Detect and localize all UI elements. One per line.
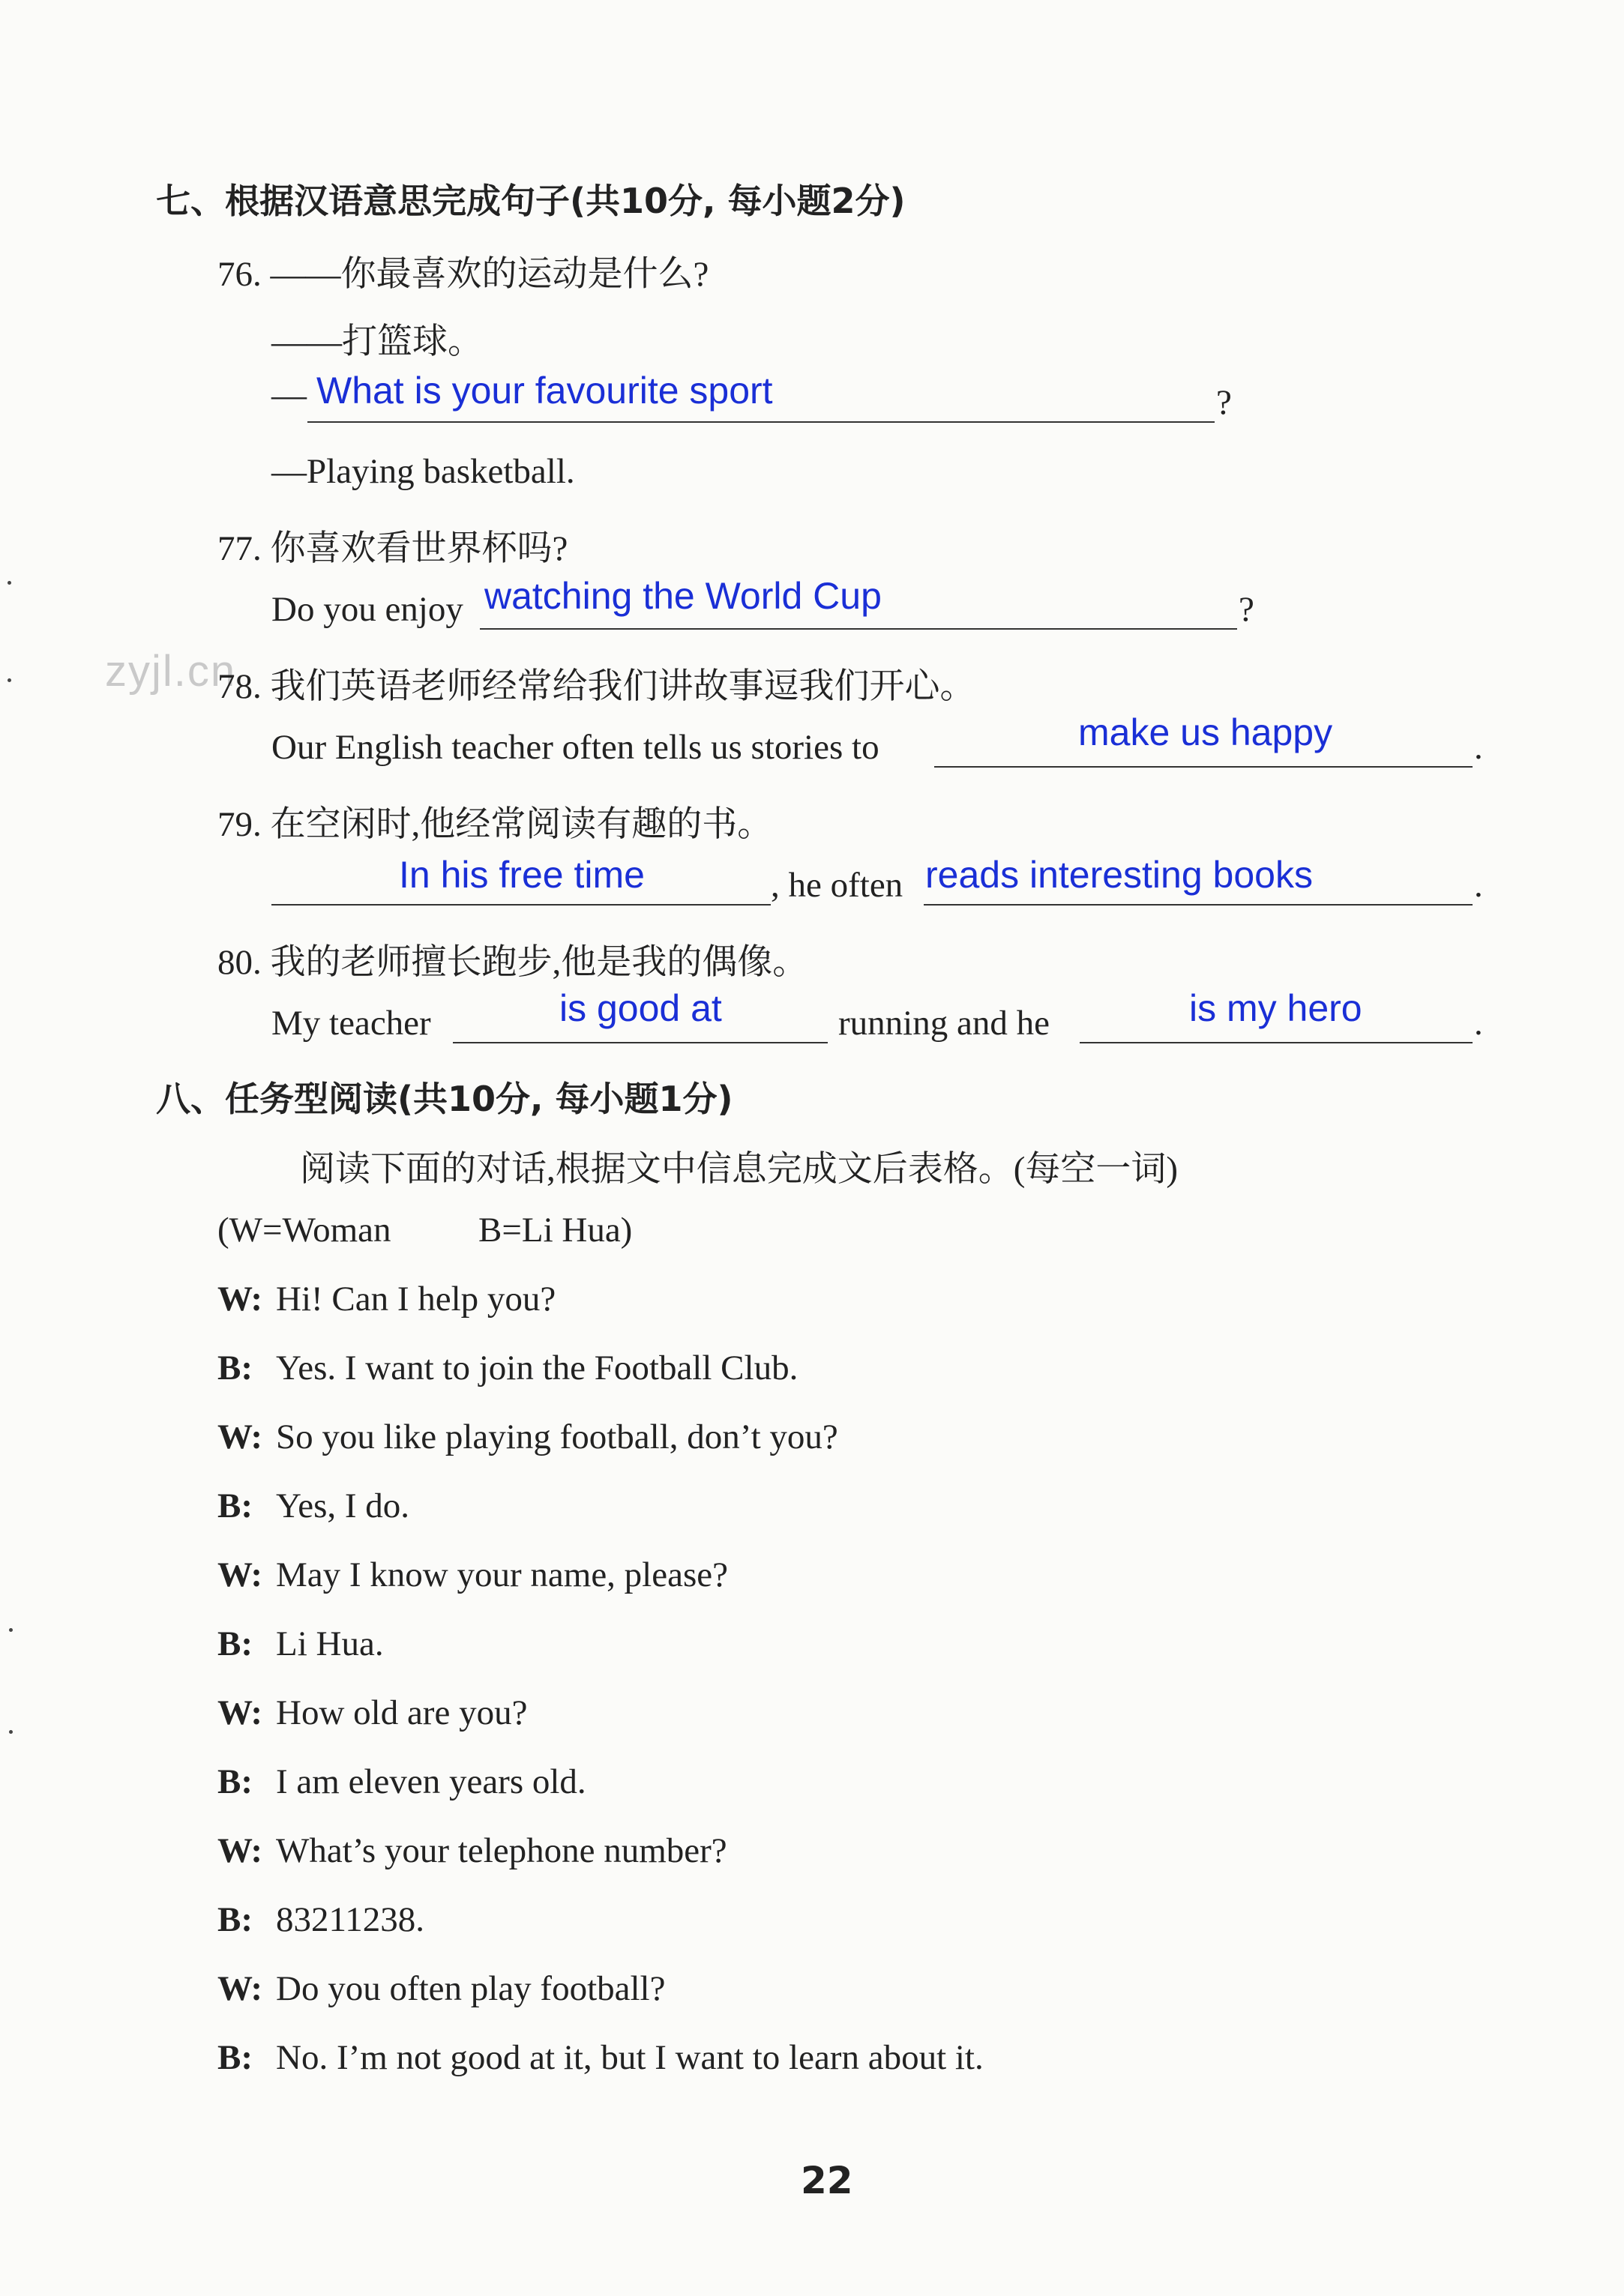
dialogue-speaker: B: <box>217 1900 253 1939</box>
question-80-end: . <box>1474 1004 1483 1043</box>
question-80-lead: My teacher <box>271 1004 431 1043</box>
question-79-end: . <box>1474 866 1483 905</box>
dialogue-speaker: B: <box>217 1762 253 1801</box>
question-77-end: ? <box>1239 590 1254 629</box>
dialogue-line: 83211238. <box>276 1900 425 1939</box>
answer-line-78 <box>934 766 1473 768</box>
watermark: zyjl.cn <box>105 647 237 696</box>
answer-line-77 <box>480 628 1237 630</box>
answer-78: make us happy <box>1078 711 1333 753</box>
answer-line-79b <box>924 904 1473 906</box>
dialogue-speaker: W: <box>217 1693 263 1732</box>
question-79-prompt: 79. 在空闲时,他经常阅读有趣的书。 <box>217 805 773 844</box>
dialogue-line: Hi! Can I help you? <box>276 1280 556 1319</box>
section-8-heading: 八、任务型阅读(共10分, 每小题1分) <box>156 1079 733 1119</box>
question-76-end: ? <box>1216 383 1232 422</box>
scan-speck <box>9 1628 13 1632</box>
dialogue-line: How old are you? <box>276 1693 528 1732</box>
dialogue-speaker: W: <box>217 1280 263 1319</box>
question-79-mid: , he often <box>771 866 903 905</box>
dialogue-line: What’s your telephone number? <box>276 1831 727 1870</box>
section-7-heading: 七、根据汉语意思完成句子(共10分, 每小题2分) <box>156 181 906 221</box>
question-77-prompt: 77. 你喜欢看世界杯吗? <box>217 529 568 568</box>
dialogue-legend-lihua: B=Li Hua) <box>478 1211 633 1250</box>
dialogue-legend-woman: (W=Woman <box>217 1211 391 1250</box>
dialogue-speaker: W: <box>217 1831 263 1870</box>
scan-speck <box>9 1730 13 1734</box>
dialogue-line: Li Hua. <box>276 1624 384 1663</box>
dialogue-line: I am eleven years old. <box>276 1762 586 1801</box>
dialogue-line: No. I’m not good at it, but I want to learn about it. <box>276 2038 984 2077</box>
question-77-lead: Do you enjoy <box>271 590 463 629</box>
answer-line-80b <box>1080 1042 1473 1043</box>
question-80-mid: running and he <box>838 1004 1050 1043</box>
dialogue-line: Yes, I do. <box>276 1486 410 1525</box>
question-78-end: . <box>1474 728 1483 767</box>
answer-79b: reads interesting books <box>925 854 1313 896</box>
scan-speck <box>7 581 11 585</box>
dialogue-line: May I know your name, please? <box>276 1555 728 1594</box>
dialogue-line: Do you often play football? <box>276 1969 666 2008</box>
answer-80a: is good at <box>559 987 722 1029</box>
answer-80b: is my hero <box>1189 987 1362 1029</box>
question-76-reply-en: —Playing basketball. <box>271 452 575 491</box>
dialogue-speaker: B: <box>217 1349 253 1387</box>
question-80-prompt: 80. 我的老师擅长跑步,他是我的偶像。 <box>217 943 808 982</box>
dialogue-speaker: W: <box>217 1969 263 2008</box>
question-78-lead: Our English teacher often tells us stories to <box>271 728 879 767</box>
dialogue-speaker: B: <box>217 2038 253 2077</box>
scan-speck <box>7 678 11 682</box>
answer-line-79a <box>271 904 771 906</box>
question-78-prompt: 78. 我们英语老师经常给我们讲故事逗我们开心。 <box>217 667 975 706</box>
answer-76: What is your favourite sport <box>316 370 773 412</box>
dialogue-speaker: B: <box>217 1624 253 1663</box>
dialogue-speaker: W: <box>217 1555 263 1594</box>
answer-79a: In his free time <box>399 854 645 896</box>
question-76-prompt: 76. ——你最喜欢的运动是什么? <box>217 255 709 294</box>
dialogue-line: So you like playing football, don’t you? <box>276 1417 838 1456</box>
section-8-instruction: 阅读下面的对话,根据文中信息完成文后表格。(每空一词) <box>300 1150 1179 1189</box>
dialogue-speaker: W: <box>217 1417 263 1456</box>
answer-line-76 <box>307 421 1215 423</box>
dialogue-speaker: B: <box>217 1486 253 1525</box>
page-number: 22 <box>801 2159 853 2202</box>
dialogue-line: Yes. I want to join the Football Club. <box>276 1349 799 1387</box>
answer-line-80a <box>453 1042 828 1043</box>
question-76-dash: — <box>271 376 307 415</box>
question-76-reply-cn: ——打篮球。 <box>271 322 483 361</box>
answer-77: watching the World Cup <box>484 575 882 617</box>
